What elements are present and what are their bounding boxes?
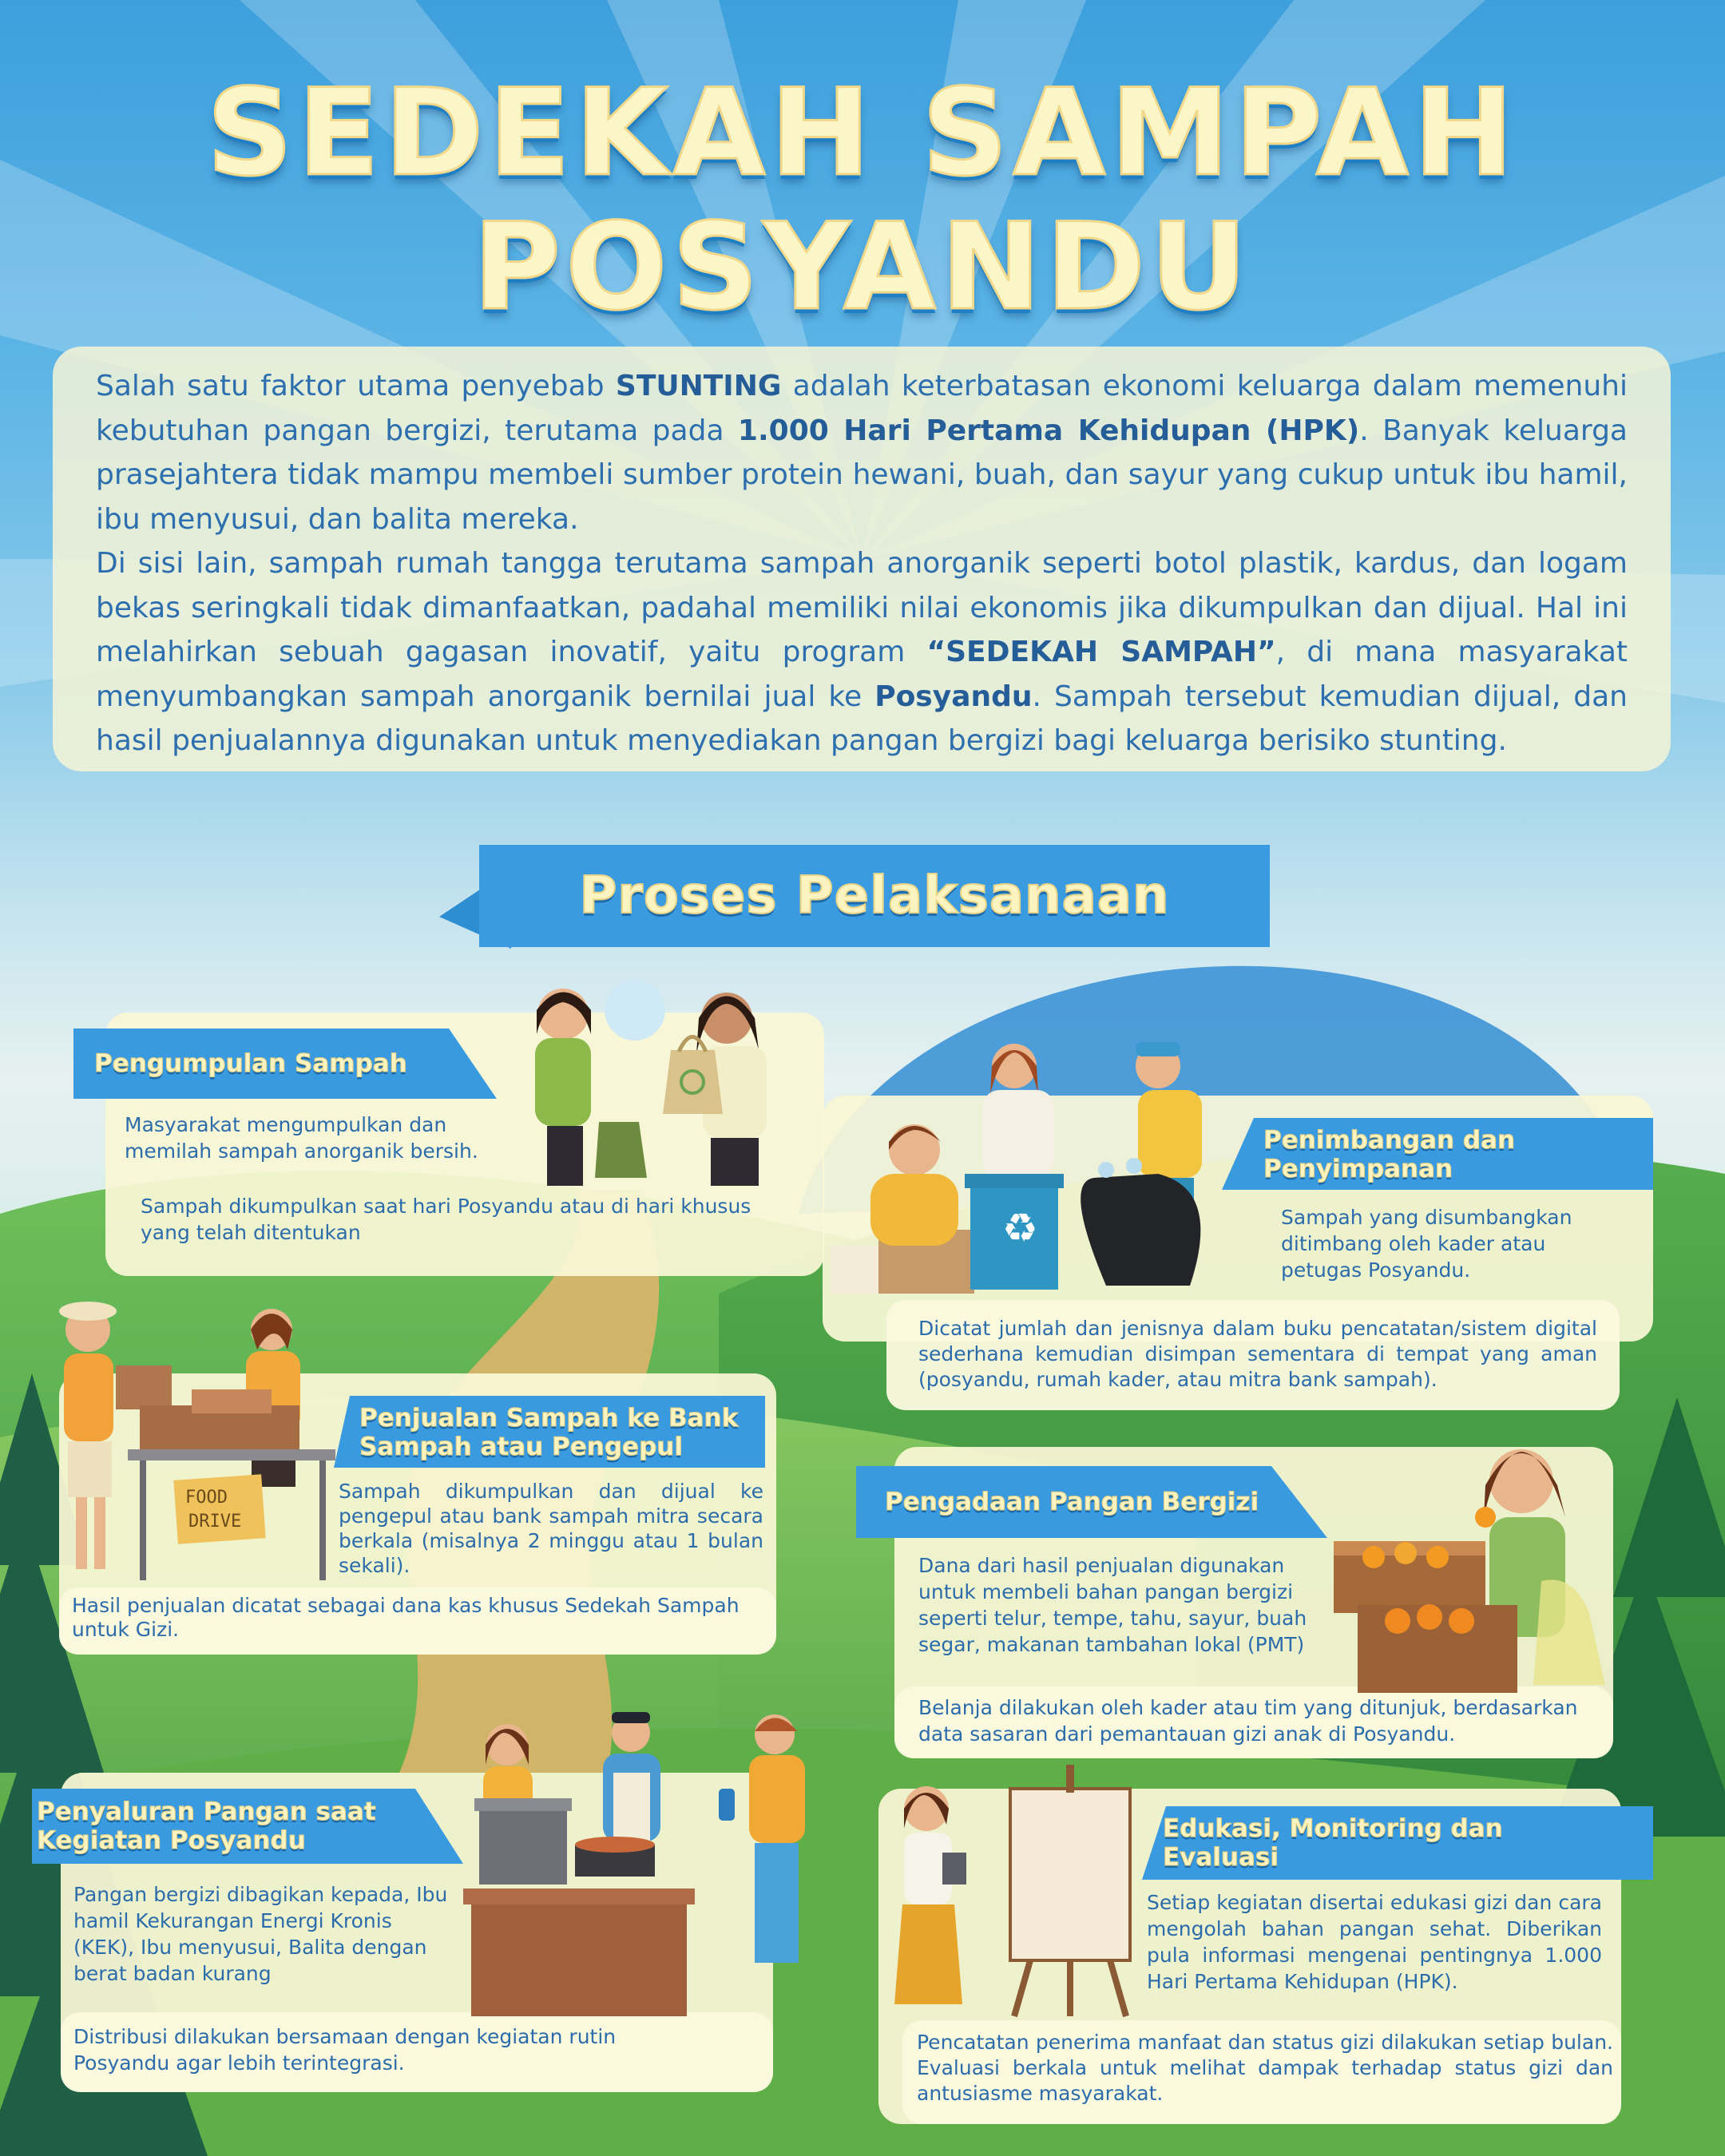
illustration-distribution bbox=[455, 1701, 823, 2020]
step6-text2: Pencatatan penerima manfaat dan status gizi dilakukan setiap bulan. Evaluasi berkala untuk melihat dampak terhadap status gizi dan antusiasme masyarakat. bbox=[917, 2031, 1613, 2105]
step5-text1: Pangan bergizi dibagikan kepada, Ibu hamil Kekurangan Energi Kronis (KEK), Ibu menyusui, Balita dengan berat badan kurang bbox=[73, 1883, 448, 1985]
step2-text1: Sampah yang disumbangkan ditimbang oleh kader atau petugas Posyandu. bbox=[1281, 1206, 1572, 1282]
step5-text2: Distribusi dilakukan bersamaan dengan kegiatan rutin Posyandu agar lebih terintegrasi. bbox=[73, 2025, 617, 2075]
illustration-food-drive bbox=[48, 1294, 335, 1597]
poster-title-line1: SEDEKAH SAMPAH bbox=[206, 64, 1519, 203]
illustration-produce bbox=[1326, 1421, 1629, 1709]
svg-text:♻: ♻ bbox=[1002, 1205, 1038, 1251]
illustration-collecting bbox=[519, 978, 815, 1186]
step4-label: Pengadaan Pangan Bergizi bbox=[885, 1488, 1259, 1516]
step6-text1: Setiap kegiatan disertai edukasi gizi dan cara mengolah bahan pangan sehat. Diberikan pula informasi mengenai pentingnya 1.000 Hari Pertama Kehidupan (HPK). bbox=[1147, 1891, 1602, 1993]
illustration-education bbox=[870, 1765, 1158, 2020]
svg-text:DRIVE: DRIVE bbox=[188, 1512, 242, 1532]
poster-title-line2: POSYANDU bbox=[473, 198, 1252, 337]
step2-label: Penimbangan dan Penyimpanan bbox=[1263, 1126, 1516, 1183]
step5-label: Penyaluran Pangan saat Kegiatan Posyandu bbox=[37, 1797, 376, 1855]
step3-label: Penjualan Sampah ke Bank Sampah atau Pengepul bbox=[359, 1404, 739, 1461]
step4-text2: Belanja dilakukan oleh kader atau tim yang ditunjuk, berdasarkan data sasaran dari pemantauan gizi anak di Posyandu. bbox=[918, 1696, 1578, 1746]
step1-text2: Sampah dikumpulkan saat hari Posyandu atau di hari khusus yang telah ditentukan bbox=[141, 1195, 751, 1244]
section-banner bbox=[479, 845, 1270, 947]
step6-label: Edukasi, Monitoring dan Evaluasi bbox=[1163, 1814, 1503, 1872]
step1-text1: Masyarakat mengumpulkan dan memilah sampah anorganik bersih. bbox=[125, 1113, 478, 1163]
step1-label: Pengumpulan Sampah bbox=[94, 1049, 407, 1078]
section-banner-text: Proses Pelaksanaan bbox=[579, 866, 1170, 925]
step3-text1: Sampah dikumpulkan dan dijual ke pengepul atau bank sampah mitra secara berkala (misalnya 2 minggu atau 1 bulan sekali). bbox=[339, 1480, 763, 1577]
food-drive-sign: FOOD bbox=[185, 1488, 228, 1508]
step2-text2: Dicatat jumlah dan jenisnya dalam buku pencatatan/sistem digital sederhana kemudian disimpan sementara di tempat yang aman (posyandu, rumah kader, atau mitra bank sampah). bbox=[918, 1317, 1597, 1391]
intro-paragraph-2: Di sisi lain, sampah rumah tangga terutama sampah anorganik seperti botol plastik, kardus, dan logam bekas seringkali tidak dimanfaatkan, padahal memiliki nilai ekonomis jika dikumpulkan dan dijual. Hal ini melahirkan sebuah gagasan inovatif, yaitu program “SEDEKAH SAMPAH”, di mana masyarakat menyumbangkan sampah anorganik bernilai jual ke Posyandu. Sampah tersebut kemudian dijual, dan hasil penjualannya digunakan untuk menyediakan pangan bergizi bagi keluarga berisiko stunting. bbox=[96, 547, 1628, 757]
intro-box bbox=[53, 347, 1671, 771]
step3-text2: Hasil penjualan dicatat sebagai dana kas khusus Sedekah Sampah untuk Gizi. bbox=[72, 1594, 740, 1641]
step4-text1: Dana dari hasil penjualan digunakan untuk membeli bahan pangan bergizi seperti telur, tempe, tahu, sayur, buah segar, makanan tambahan lokal (PMT) bbox=[918, 1554, 1307, 1656]
illustration-weighing bbox=[823, 1022, 1302, 1302]
intro-paragraph-1: Salah satu faktor utama penyebab STUNTING adalah keterbatasan ekonomi keluarga dalam memenuhi kebutuhan pangan bergizi, terutama pada 1.000 Hari Pertama Kehidupan (HPK). Banyak keluarga prasejahtera tidak mampu membeli sumber protein hewani, buah, dan sayur yang cukup untuk ibu hamil, ibu menyusui, dan balita mereka. bbox=[96, 370, 1628, 536]
